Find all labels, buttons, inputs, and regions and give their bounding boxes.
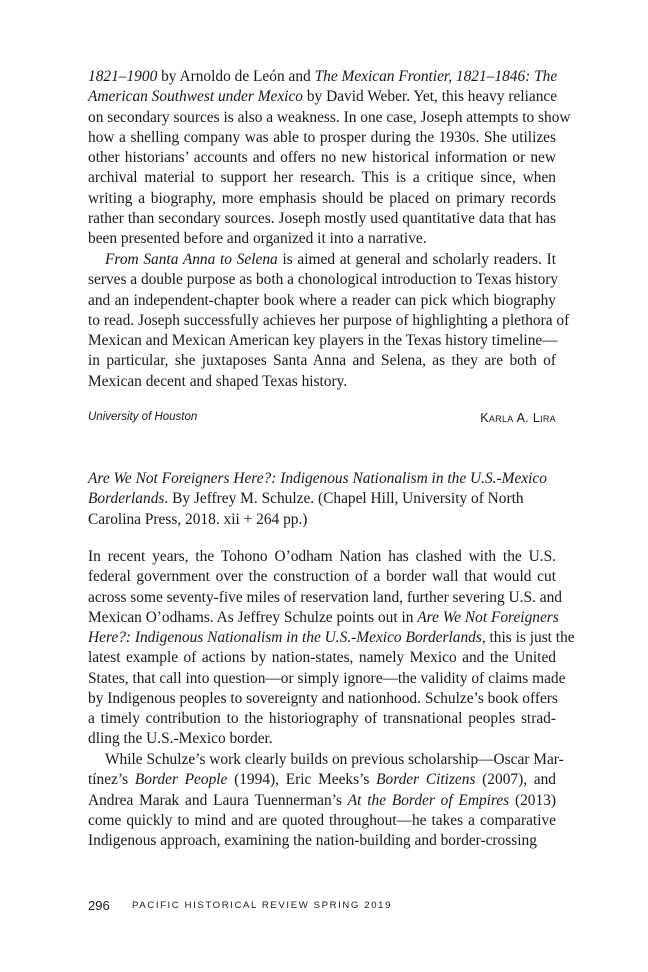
text-line: Mexican decent and shaped Texas history. <box>88 372 348 390</box>
review2-paragraph-2 <box>88 750 564 851</box>
text-line: Carolina Press, 2018. xii + 264 pp.) <box>88 510 308 528</box>
text-line: come quickly to mind and are quoted throughout—he takes a comparative <box>88 811 556 829</box>
text-line: Borderlands. By Jeffrey M. Schulze. (Chapel Hill, University of North <box>88 490 524 508</box>
reviewer-affiliation: University of Houston <box>88 411 198 423</box>
text-line: dling the U.S.-Mexico border. <box>88 730 273 748</box>
text-line: to read. Joseph successfully achieves her purpose of highlighting a plethora of <box>88 311 570 329</box>
text-line: federal government over the construction of a border wall that would cut <box>88 568 556 586</box>
text-line: Indigenous approach, examining the nation-building and border-crossing <box>88 832 537 849</box>
review1-paragraph-1 <box>88 67 571 249</box>
text-line: Are We Not Foreigners Here?: Indigenous Nationalism in the U.S.-Mexico <box>88 470 547 487</box>
text-line: American Southwest under Mexico by David Weber. Yet, this heavy reliance <box>88 88 558 106</box>
text-line: writing a biography, more emphasis should be placed on primary records <box>88 189 556 207</box>
reviewer-name: Karla A. Lira <box>480 411 556 425</box>
running-head: PACIFIC HISTORICAL REVIEW SPRING 2019 <box>132 900 393 911</box>
text-line: rather than secondary sources. Joseph mostly used quantitative data that has <box>88 209 556 227</box>
text-line: States, that call into question—or simply ignore—the validity of claims made <box>88 669 566 687</box>
text-line: in particular, she juxtaposes Santa Anna and Selena, as they are both of <box>88 352 556 370</box>
text-line: Andrea Marak and Laura Tuennerman’s At the Border of Empires (2013) <box>88 791 556 809</box>
text-line: Here?: Indigenous Nationalism in the U.S.-Mexico Borderlands, this is just the <box>88 629 575 646</box>
text-line: 1821–1900 by Arnoldo de León and The Mexican Frontier, 1821–1846: The <box>88 68 558 85</box>
text-line: From Santa Anna to Selena is aimed at general and scholarly readers. It <box>105 251 556 268</box>
page-number: 296 <box>88 898 110 913</box>
text-line: serves a double purpose as both a chonological introduction to Texas history <box>88 271 559 289</box>
text-line: by Indigenous peoples to sovereignty and nationhood. Schulze’s book offers <box>88 689 558 707</box>
text-line: Mexican and Mexican American key players in the Texas history timeline— <box>88 332 558 349</box>
review1-signature <box>88 411 556 429</box>
text-line: a timely contribution to the historiography of transnational peoples strad- <box>88 710 556 727</box>
text-line: While Schulze’s work clearly builds on previous scholarship—Oscar Mar- <box>105 751 564 768</box>
text-line: Mexican O’odhams. As Jeffrey Schulze points out in Are We Not Foreigners <box>88 608 559 626</box>
text-line: In recent years, the Tohono O’odham Nation has clashed with the U.S. <box>88 548 556 565</box>
review2-citation <box>88 469 556 530</box>
text-line: across some seventy-five miles of reservation land, further severing U.S. and <box>88 588 562 606</box>
text-line: other historians’ accounts and offers no new historical information or new <box>88 149 556 166</box>
page-footer <box>88 898 556 914</box>
text-line: been presented before and organized it into a narrative. <box>88 230 427 247</box>
text-line: latest example of actions by nation-states, namely Mexico and the United <box>88 649 556 667</box>
text-line: how a shelling company was able to prosper during the 1930s. She utilizes <box>88 128 556 146</box>
review2-paragraph-1 <box>88 547 575 750</box>
text-line: on secondary sources is also a weakness. In one case, Joseph attempts to show <box>88 108 571 126</box>
review1-paragraph-2 <box>88 250 570 392</box>
text-line: and an independent-chapter book where a reader can pick which biography <box>88 291 556 309</box>
text-line: tínez’s Border People (1994), Eric Meeks’s Border Citizens (2007), and <box>88 771 556 789</box>
text-line: archival material to support her research. This is a critique since, when <box>88 169 556 187</box>
